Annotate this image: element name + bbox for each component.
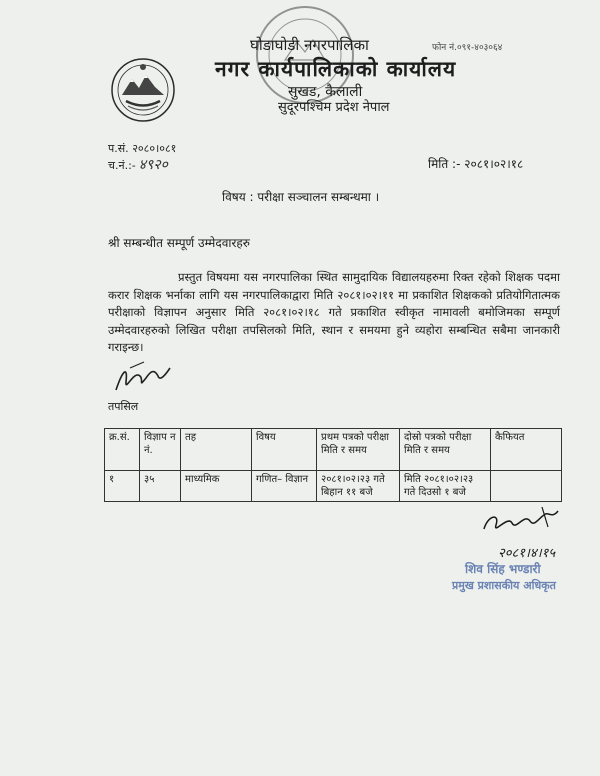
cell-ad-no: ३५ xyxy=(140,471,181,502)
col-ad-no: विज्ञाप न नं. xyxy=(140,429,181,471)
col-second-paper: दोस्रो पत्रको परीक्षा मिति र समय xyxy=(400,429,491,471)
municipality-name: घोडाघोडी नगरपालिका xyxy=(250,36,369,54)
tapsil-label: तपसिल xyxy=(108,400,139,413)
cell-first-paper: २०८१।०२।२३ गते बिहान ११ बजे xyxy=(317,471,400,502)
letter-date xyxy=(428,155,523,172)
date-value: २०८१।०२।१८ xyxy=(464,157,524,171)
officer-title-stamp: प्रमुख प्रशासकीय अधिकृत xyxy=(452,579,556,592)
ps-value: २०८०।०८१ xyxy=(132,142,177,155)
cell-sn: १ xyxy=(105,471,140,502)
phone-number: फोन नं.०९१-४०३०६४ xyxy=(432,43,503,53)
province-name: सुदूरपश्चिम प्रदेश नेपाल xyxy=(278,100,390,115)
salutation: श्री सम्बन्धीत सम्पूर्ण उम्मेदवारहरु xyxy=(108,236,250,250)
table-header-row xyxy=(105,429,562,471)
cell-second-paper: मिति २०८१।०२।२३ गते दिउसो १ बजे xyxy=(400,471,491,502)
patra-sankhya xyxy=(108,141,176,156)
cell-remarks xyxy=(491,471,562,502)
cn-label: च.नं.:- xyxy=(108,159,136,172)
col-first-paper: प्रथम पत्रको परीक्षा मिति र समय xyxy=(317,429,400,471)
office-title: नगर कार्यपालिकाको कार्यालय xyxy=(215,57,457,81)
chalani-number xyxy=(108,155,168,174)
col-subject: विषय xyxy=(252,429,317,471)
col-sn: क्र.सं. xyxy=(105,429,140,471)
table-row xyxy=(105,471,562,502)
office-location: सुखड, कैलाली xyxy=(288,84,363,100)
officer-signature xyxy=(478,505,573,565)
letter-subject: विषय : परीक्षा सञ्चालन सम्बन्धमा । xyxy=(222,190,380,204)
exam-schedule-table xyxy=(104,428,562,502)
cn-value: ४९२० xyxy=(138,157,168,173)
signature-mark xyxy=(110,358,180,398)
officer-name-stamp: शिव सिंह भण्डारी xyxy=(465,562,541,576)
col-remarks: कैफियत xyxy=(491,429,562,471)
cell-level: माध्यमिक xyxy=(181,471,252,502)
handwritten-date: २०८१।४।१५ xyxy=(498,546,556,561)
cell-subject: गणित– विज्ञान xyxy=(252,471,317,502)
date-label: मिति :- xyxy=(428,157,461,171)
ps-label: प.सं. xyxy=(108,142,129,155)
nepal-emblem-logo xyxy=(108,55,178,125)
col-level: तह xyxy=(181,429,252,471)
letter-body: प्रस्तुत विषयमा यस नगरपालिका स्थित सामुदायिक विद्यालयहरुमा रिक्त रहेको शिक्षक पदमा करार शिक्षक भर्नाका लागि यस नगरपालिकाद्वारा मिति २०८१।०२।११ मा प्रकाशित शिक्षकको प्रतियोगितात्मक परीक्षाको विज्ञापन अनुसार मिति २०८१।०२।१८ गते प्रकाशित स्वीकृत नामावली बमोजिमका सम्पूर्ण उम्मेदवारहरुको लिखित परीक्षा तपसिलको मिति, स्थान र समयमा हुने व्यहोरा सम्बन्धित सबैमा जानकारी गराइन्छ। xyxy=(108,270,560,354)
